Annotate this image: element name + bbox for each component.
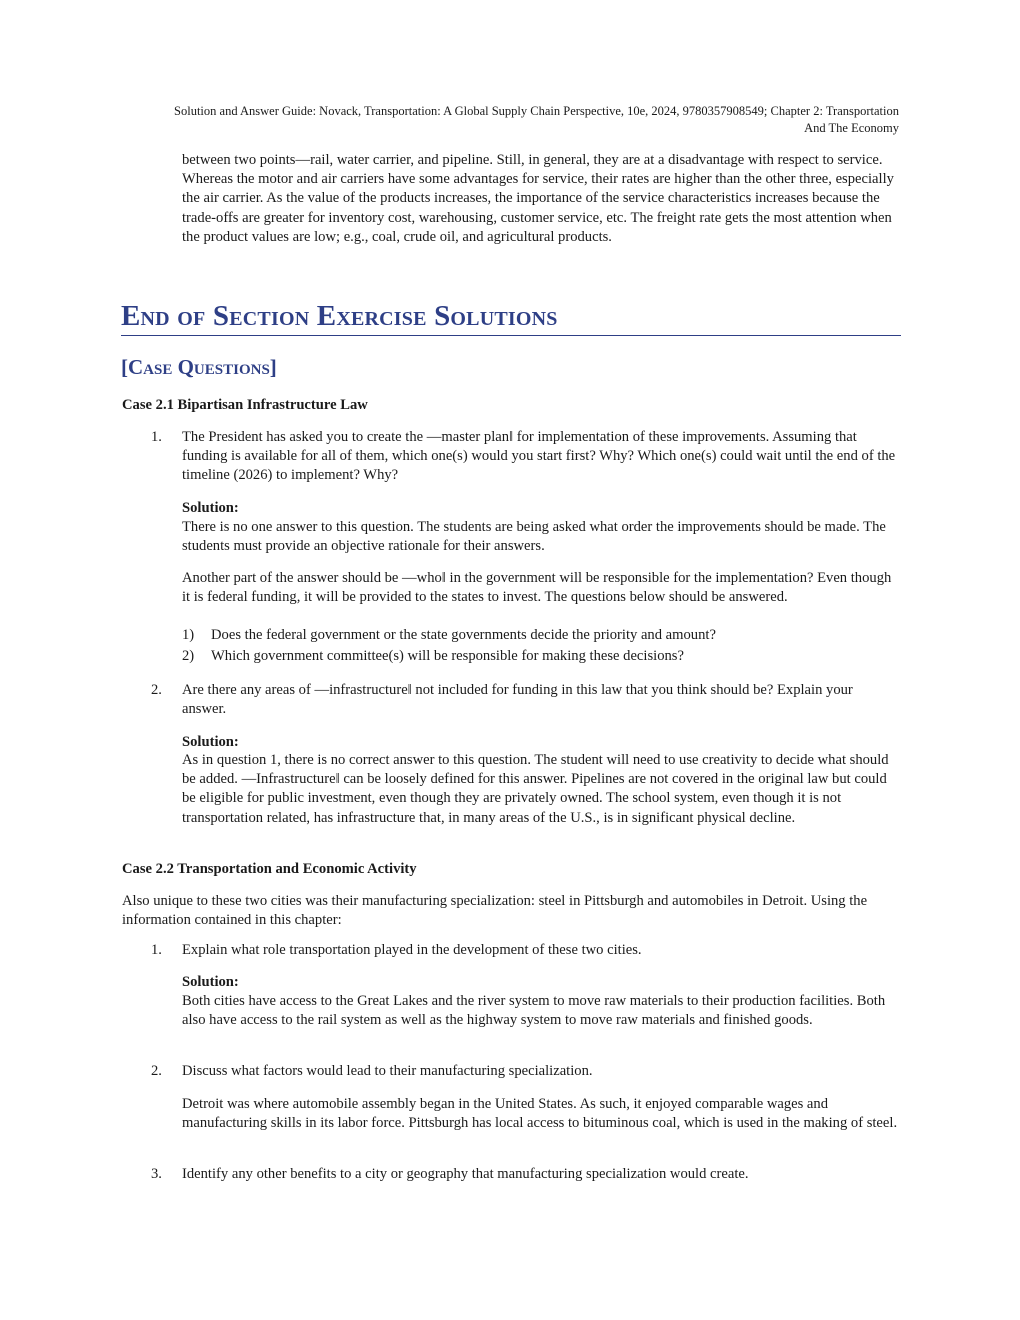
case1-q1-solution-p1: There is no one answer to this question. The students are being asked what order the improvements should be made. The students must provide an objective rationale for their answers. [182, 519, 886, 555]
case1-q2-solution-label: Solution: [182, 734, 239, 750]
case2-q1-solution-label: Solution: [182, 974, 239, 990]
case2-intro: Also unique to these two cities was their manufacturing specialization: steel in Pittsburgh and automobiles in Detroit. Using the information contained in this chapter: [122, 893, 868, 929]
case1-q1-number: 1. [151, 429, 162, 445]
header-line-2: And The Economy [804, 121, 899, 135]
case2-q2-text: Discuss what factors would lead to their manufacturing specialization. [182, 1063, 593, 1079]
case1-q2-solution-p1: As in question 1, there is no correct answer to this question. The student will need to use creativity to decide what should be added. ―Infrastructure‖ can be loosely defined for this answer. Pipelines are not covered in the original law but could be eligible for public investment, even though they are privately owned. The school system, even though it is not transportation related, has infrastructure that, in many areas of the U.S., is in significant physical decline. [182, 752, 889, 826]
case2-q3-number: 3. [151, 1166, 162, 1182]
case-2-2-title: Case 2.2 Transportation and Economic Activity [122, 861, 417, 877]
intro-paragraph: between two points—rail, water carrier, and pipeline. Still, in general, they are at a disadvantage with respect to service. Whereas the motor and air carriers have some advantages for service, their rates are higher than the other three, especially the air carrier. As the value of the products increases, the importance of the service characteristics increases because the trade-offs are greater for inventory cost, warehousing, customer service, etc. The freight rate gets the most attention when the product values are low; e.g., coal, crude oil, and agricultural products. [182, 152, 894, 245]
case1-q1-text: The President has asked you to create the ―master plan‖ for implementation of these improvements. Assuming that funding is available for all of them, which one(s) would you start first? Why? Which one(s) could wait until the end of the timeline (2026) to implement? Why? [182, 429, 896, 484]
case1-q1-solution-label: Solution: [182, 500, 239, 516]
case1-q1-subitem-2-number: 2) [182, 648, 195, 664]
page-header [120, 103, 899, 137]
case1-q2-text: Are there any areas of ―infrastructure‖ not included for funding in this law that you think should be? Explain your answer. [182, 682, 853, 718]
case1-q1-subitem-2-text: Which government committee(s) will be responsible for making these decisions? [211, 648, 684, 664]
case-2-1-title: Case 2.1 Bipartisan Infrastructure Law [122, 397, 368, 413]
case1-q2-number: 2. [151, 682, 162, 698]
case1-q1-subitem-1-number: 1) [182, 627, 195, 643]
case2-q1-solution-p1: Both cities have access to the Great Lakes and the river system to move raw materials to their production facilities. Both also have access to the rail system as well as the highway system to move raw materials and finished goods. [182, 993, 886, 1029]
case2-q2-number: 2. [151, 1063, 162, 1079]
case2-q1-text: Explain what role transportation played in the development of these two cities. [182, 942, 642, 958]
case1-q1-solution-p2: Another part of the answer should be ―who‖ in the government will be responsible for the implementation? Even though it is federal funding, it will be provided to the states to invest. The questions below should be answered. [182, 570, 892, 606]
case2-q1-number: 1. [151, 942, 162, 958]
case1-q1-subitem-1-text: Does the federal government or the state governments decide the priority and amount? [211, 627, 716, 643]
case2-q3-text: Identify any other benefits to a city or geography that manufacturing specialization would create. [182, 1166, 749, 1182]
case2-q2-answer: Detroit was where automobile assembly began in the United States. As such, it enjoyed comparable wages and manufacturing skills in its labor force. Pittsburgh has local access to bituminous coal, which is used in the making of steel. [182, 1096, 898, 1132]
subsection-title: [Case Questions] [121, 355, 277, 379]
section-title: End of Section Exercise Solutions [121, 300, 901, 336]
header-line-1: Solution and Answer Guide: Novack, Transportation: A Global Supply Chain Perspective, 10e, 2024, 9780357908549; Chapter 2: Transportation [174, 104, 899, 118]
